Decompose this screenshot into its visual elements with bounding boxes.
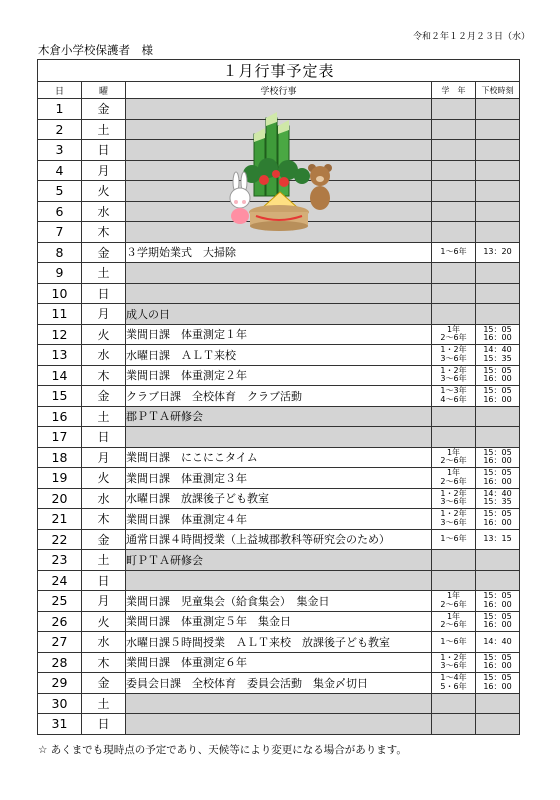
col-header-day: 日 <box>38 82 82 99</box>
time-line: 15：35 <box>483 497 512 507</box>
table-row <box>38 447 520 468</box>
grade-line: 3～6年 <box>440 517 467 527</box>
time-line: 16：00 <box>483 394 512 404</box>
table-row <box>38 365 520 386</box>
day-cell: 16 <box>38 406 82 427</box>
dismissal-cell <box>476 447 520 468</box>
grade-line: 4～6年 <box>440 394 467 404</box>
table-row <box>38 406 520 427</box>
table-row <box>38 488 520 509</box>
grade-cell <box>432 693 476 714</box>
grade-cell <box>432 345 476 366</box>
grade-line: 1・2年 <box>440 488 467 498</box>
grade-line: 1年 <box>446 324 461 334</box>
dismissal-cell <box>476 406 520 427</box>
issue-date: 令和２年１２月２３日（水） <box>412 32 530 42</box>
page-title: １月行事予定表 <box>38 60 520 82</box>
weekday-cell: 日 <box>82 570 126 591</box>
event-cell <box>126 263 432 284</box>
event-cell <box>126 283 432 304</box>
grade-line: 1・2年 <box>440 345 467 355</box>
table-row <box>38 509 520 530</box>
grade-line: 1・2年 <box>440 509 467 519</box>
time-line: 15：05 <box>483 468 512 478</box>
table-row <box>38 632 520 653</box>
weekday-cell: 土 <box>82 693 126 714</box>
dismissal-cell <box>476 283 520 304</box>
day-cell: 15 <box>38 386 82 407</box>
weekday-cell: 木 <box>82 365 126 386</box>
dismissal-cell <box>476 591 520 612</box>
grade-cell <box>432 242 476 263</box>
time-line: 15：05 <box>483 673 512 683</box>
dismissal-cell <box>476 386 520 407</box>
weekday-cell: 土 <box>82 263 126 284</box>
grade-cell <box>432 714 476 735</box>
table-row <box>38 550 520 571</box>
time-line: 16：00 <box>483 456 512 466</box>
event-cell: 業間日課 体重測定６年 <box>126 652 432 673</box>
time-line: 14：40 <box>483 345 512 355</box>
table-row <box>38 427 520 448</box>
weekday-cell: 水 <box>82 201 126 222</box>
table-row <box>38 652 520 673</box>
event-cell: 業間日課 体重測定５年 集金日 <box>126 611 432 632</box>
grade-cell <box>432 283 476 304</box>
recipient-line: 木倉小学校保護者 様 <box>38 43 153 57</box>
dismissal-cell <box>476 99 520 120</box>
weekday-cell: 木 <box>82 652 126 673</box>
pot-icon <box>249 205 309 231</box>
table-row <box>38 242 520 263</box>
day-cell: 6 <box>38 201 82 222</box>
day-cell: 4 <box>38 160 82 181</box>
event-cell: 業間日課 体重測定１年 <box>126 324 432 345</box>
grade-cell <box>432 550 476 571</box>
event-cell: 業間日課 児童集会（給食集会） 集金日 <box>126 591 432 612</box>
weekday-cell: 日 <box>82 714 126 735</box>
table-row <box>38 283 520 304</box>
time-line: 16：00 <box>483 476 512 486</box>
dismissal-cell <box>476 611 520 632</box>
event-cell <box>126 714 432 735</box>
grade-cell <box>432 611 476 632</box>
weekday-cell: 火 <box>82 468 126 489</box>
grade-cell <box>432 181 476 202</box>
grade-line: 3～6年 <box>440 661 467 671</box>
dismissal-cell <box>476 529 520 550</box>
day-cell: 10 <box>38 283 82 304</box>
day-cell: 3 <box>38 140 82 161</box>
weekday-cell: 金 <box>82 673 126 694</box>
grade-line: 1～6年 <box>440 247 467 256</box>
table-row <box>38 693 520 714</box>
time-line: 16：00 <box>483 620 512 630</box>
grade-line: 1～3年 <box>440 386 467 396</box>
weekday-cell: 金 <box>82 529 126 550</box>
grade-cell <box>432 570 476 591</box>
event-cell: 水曜日課５時間授業 ＡＬＴ来校 放課後子ども教室 <box>126 632 432 653</box>
day-cell: 22 <box>38 529 82 550</box>
time-line: 15：05 <box>483 324 512 334</box>
dismissal-cell <box>476 304 520 325</box>
weekday-cell: 火 <box>82 611 126 632</box>
weekday-cell: 火 <box>82 181 126 202</box>
grade-line: 3～6年 <box>440 374 467 384</box>
kadomatsu-new-year-illustration <box>222 112 336 232</box>
day-cell: 29 <box>38 673 82 694</box>
dismissal-cell <box>476 570 520 591</box>
grade-cell <box>432 386 476 407</box>
grade-cell <box>432 304 476 325</box>
header-row <box>38 82 520 99</box>
grade-cell <box>432 427 476 448</box>
weekday-cell: 水 <box>82 488 126 509</box>
time-line: 16：00 <box>483 374 512 384</box>
dismissal-cell <box>476 693 520 714</box>
grade-line: 2～6年 <box>440 456 467 466</box>
weekday-cell: 月 <box>82 160 126 181</box>
dismissal-cell <box>476 201 520 222</box>
day-cell: 17 <box>38 427 82 448</box>
grade-cell <box>432 160 476 181</box>
time-line: 16：00 <box>483 661 512 671</box>
table-row <box>38 570 520 591</box>
grade-cell <box>432 468 476 489</box>
grade-cell <box>432 263 476 284</box>
weekday-cell: 金 <box>82 242 126 263</box>
col-header-dismissal: 下校時刻 <box>476 82 520 99</box>
day-cell: 12 <box>38 324 82 345</box>
dismissal-cell <box>476 242 520 263</box>
time-line: 15：05 <box>483 386 512 396</box>
table-row <box>38 714 520 735</box>
day-cell: 18 <box>38 447 82 468</box>
time-line: 14：40 <box>483 488 512 498</box>
event-cell: 水曜日課 ＡＬＴ来校 <box>126 345 432 366</box>
grade-cell <box>432 673 476 694</box>
time-line: 14：40 <box>483 636 512 646</box>
weekday-cell: 水 <box>82 632 126 653</box>
weekday-cell: 火 <box>82 324 126 345</box>
grade-line: 2～6年 <box>440 333 467 343</box>
grade-cell <box>432 140 476 161</box>
event-cell <box>126 570 432 591</box>
dismissal-cell <box>476 181 520 202</box>
day-cell: 30 <box>38 693 82 714</box>
day-cell: 19 <box>38 468 82 489</box>
grade-line: 1年 <box>446 447 461 457</box>
col-header-grade: 学 年 <box>432 82 476 99</box>
dismissal-cell <box>476 488 520 509</box>
weekday-cell: 日 <box>82 140 126 161</box>
table-row <box>38 324 520 345</box>
time-line: 16：00 <box>483 599 512 609</box>
dismissal-cell <box>476 632 520 653</box>
weekday-cell: 土 <box>82 406 126 427</box>
time-line: 16：00 <box>483 681 512 691</box>
table-row <box>38 529 520 550</box>
event-cell: 業間日課 体重測定３年 <box>126 468 432 489</box>
event-cell: ３学期始業式 大掃除 <box>126 242 432 263</box>
grade-cell <box>432 488 476 509</box>
time-line: 15：05 <box>483 365 512 375</box>
grade-cell <box>432 652 476 673</box>
grade-cell <box>432 201 476 222</box>
grade-cell <box>432 509 476 530</box>
dismissal-cell <box>476 550 520 571</box>
col-header-event: 学校行事 <box>126 82 432 99</box>
weekday-cell: 日 <box>82 283 126 304</box>
grade-line: 1年 <box>446 591 461 601</box>
day-cell: 21 <box>38 509 82 530</box>
dismissal-cell <box>476 652 520 673</box>
event-cell: 通常日課４時間授業（上益城郡教科等研究会のため） <box>126 529 432 550</box>
table-row <box>38 263 520 284</box>
dismissal-cell <box>476 427 520 448</box>
time-line: 13：20 <box>483 247 512 256</box>
dismissal-cell <box>476 468 520 489</box>
grade-line: 1～4年 <box>440 673 467 683</box>
event-cell: 水曜日課 放課後子ども教室 <box>126 488 432 509</box>
event-cell: 業間日課 体重測定４年 <box>126 509 432 530</box>
grade-line: 1年 <box>446 468 461 478</box>
day-cell: 25 <box>38 591 82 612</box>
grade-line: 2～6年 <box>440 476 467 486</box>
event-cell: 町ＰＴＡ研修会 <box>126 550 432 571</box>
col-header-weekday: 曜 <box>82 82 126 99</box>
time-line: 15：05 <box>483 652 512 662</box>
time-line: 15：35 <box>483 353 512 363</box>
dismissal-cell <box>476 140 520 161</box>
day-cell: 31 <box>38 714 82 735</box>
weekday-cell: 月 <box>82 304 126 325</box>
weekday-cell: 日 <box>82 427 126 448</box>
time-line: 15：05 <box>483 509 512 519</box>
grade-cell <box>432 99 476 120</box>
day-cell: 13 <box>38 345 82 366</box>
day-cell: 28 <box>38 652 82 673</box>
weekday-cell: 木 <box>82 222 126 243</box>
time-line: 15：05 <box>483 591 512 601</box>
event-cell: 成人の日 <box>126 304 432 325</box>
grade-cell <box>432 529 476 550</box>
grade-cell <box>432 406 476 427</box>
grade-line: 1・2年 <box>440 652 467 662</box>
grade-cell <box>432 119 476 140</box>
grade-line: 2～6年 <box>440 620 467 630</box>
weekday-cell: 月 <box>82 591 126 612</box>
dismissal-cell <box>476 119 520 140</box>
day-cell: 7 <box>38 222 82 243</box>
time-line: 13：15 <box>483 534 512 543</box>
table-row <box>38 386 520 407</box>
day-cell: 23 <box>38 550 82 571</box>
title-row <box>38 60 520 82</box>
time-line: 16：00 <box>483 333 512 343</box>
day-cell: 27 <box>38 632 82 653</box>
dismissal-cell <box>476 345 520 366</box>
grade-cell <box>432 632 476 653</box>
grade-cell <box>432 222 476 243</box>
grade-cell <box>432 324 476 345</box>
grade-line: 1～6年 <box>440 534 467 543</box>
time-line: 16：00 <box>483 517 512 527</box>
dismissal-cell <box>476 673 520 694</box>
event-cell: 郡ＰＴＡ研修会 <box>126 406 432 427</box>
table-row <box>38 611 520 632</box>
grade-cell <box>432 591 476 612</box>
grade-line: 5・6年 <box>440 681 467 691</box>
grade-line: 3～6年 <box>440 353 467 363</box>
weekday-cell: 金 <box>82 99 126 120</box>
day-cell: 26 <box>38 611 82 632</box>
time-line: 15：05 <box>483 447 512 457</box>
dismissal-cell <box>476 324 520 345</box>
bear-icon <box>308 164 332 210</box>
rabbit-icon <box>230 172 250 224</box>
grade-line: 1～6年 <box>440 636 467 646</box>
grade-line: 2～6年 <box>440 599 467 609</box>
day-cell: 5 <box>38 181 82 202</box>
weekday-cell: 土 <box>82 550 126 571</box>
dismissal-cell <box>476 263 520 284</box>
dismissal-cell <box>476 160 520 181</box>
table-row <box>38 591 520 612</box>
day-cell: 11 <box>38 304 82 325</box>
event-cell: クラブ日課 全校体育 クラブ活動 <box>126 386 432 407</box>
grade-line: 3～6年 <box>440 497 467 507</box>
weekday-cell: 金 <box>82 386 126 407</box>
weekday-cell: 月 <box>82 447 126 468</box>
table-row <box>38 673 520 694</box>
grade-line: 1・2年 <box>440 365 467 375</box>
dismissal-cell <box>476 509 520 530</box>
footnote: ☆ あくまでも現時点の予定であり、天候等により変更になる場合があります。 <box>38 744 407 756</box>
table-row <box>38 468 520 489</box>
day-cell: 14 <box>38 365 82 386</box>
table-row <box>38 345 520 366</box>
table-row <box>38 304 520 325</box>
day-cell: 20 <box>38 488 82 509</box>
day-cell: 24 <box>38 570 82 591</box>
weekday-cell: 木 <box>82 509 126 530</box>
time-line: 15：05 <box>483 611 512 621</box>
day-cell: 1 <box>38 99 82 120</box>
grade-line: 1年 <box>446 611 461 621</box>
day-cell: 8 <box>38 242 82 263</box>
weekday-cell: 土 <box>82 119 126 140</box>
dismissal-cell <box>476 714 520 735</box>
dismissal-cell <box>476 365 520 386</box>
event-cell: 委員会日課 全校体育 委員会活動 集金〆切日 <box>126 673 432 694</box>
dismissal-cell <box>476 222 520 243</box>
event-cell: 業間日課 にこにこタイム <box>126 447 432 468</box>
day-cell: 2 <box>38 119 82 140</box>
weekday-cell: 水 <box>82 345 126 366</box>
grade-cell <box>432 447 476 468</box>
event-cell: 業間日課 体重測定２年 <box>126 365 432 386</box>
day-cell: 9 <box>38 263 82 284</box>
grade-cell <box>432 365 476 386</box>
event-cell <box>126 693 432 714</box>
event-cell <box>126 427 432 448</box>
